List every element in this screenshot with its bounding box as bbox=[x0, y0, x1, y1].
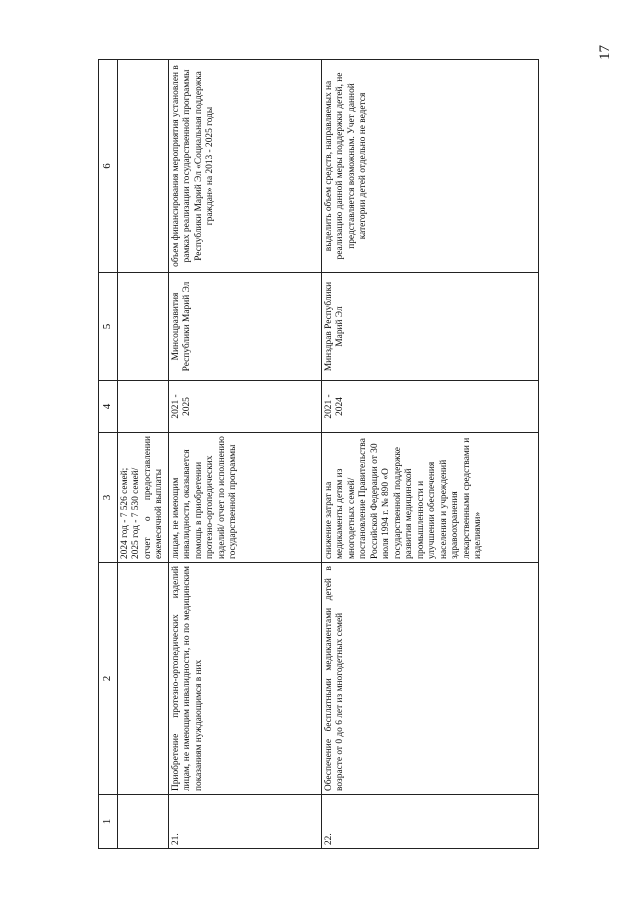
header-col-3: 3 bbox=[99, 433, 118, 563]
row-number: 22. bbox=[321, 795, 538, 849]
page-number: 17 bbox=[597, 45, 613, 60]
executor-cell: Минздрав Республики Марий Эл bbox=[321, 273, 538, 381]
header-col-1: 1 bbox=[99, 795, 118, 849]
note-cell: объем финансирования мероприятия установлен в рамках реализации государственной программы Республики Марий Эл «Социальная поддержка граждан» на 2013 - 2025 годы bbox=[168, 60, 321, 273]
rotated-table-container bbox=[98, 60, 536, 849]
measure-cell: Приобретение протезно-ортопедических изделий лицам, не имеющим инвалидности, но по медицинским показаниям нуждающимся в них bbox=[168, 563, 321, 795]
continuation-result-cell: 2024 год - 7 526 семей; 2025 год - 7 530 семей/ отчет о предоставлении ежемесячной выплаты bbox=[118, 433, 169, 563]
executor-cell: Минсоцразвития Республики Марий Эл bbox=[168, 273, 321, 381]
result-cell: лицам, не имеющим инвалидности, оказывается помощь в приобретении протезно-ортопедических изделий/ отчет по исполнению государственной программы bbox=[168, 433, 321, 563]
measure-cell: Обеспечение бесплатными медикаментами детей в возрасте от 0 до 6 лет из многодетных семей bbox=[321, 563, 538, 795]
measures-table bbox=[98, 59, 539, 849]
note-cell: выделить объем средств, направляемых на реализацию данной меры поддержки детей, не представляется возможным. Учет данной категории детей отдельно не ведется bbox=[321, 60, 538, 273]
result-cell: снижение затрат на медикаменты детям из многодетных семей/ постановление Правительства Российской Федерации от 30 июля 1994 г. № 890 «О государственной поддержке развития медицинской промышленности и улучшении обеспечения населения и учреждений здравоохранения лекарственными средствами и изделиями» bbox=[321, 433, 538, 563]
table-row bbox=[321, 60, 538, 849]
continuation-row bbox=[118, 60, 169, 849]
table-header-row bbox=[99, 60, 118, 849]
header-col-5: 5 bbox=[99, 273, 118, 381]
table-row bbox=[168, 60, 321, 849]
header-col-4: 4 bbox=[99, 381, 118, 433]
header-col-6: 6 bbox=[99, 60, 118, 273]
row-number: 21. bbox=[168, 795, 321, 849]
period-cell: 2021 - 2024 bbox=[321, 381, 538, 433]
period-cell: 2021 - 2025 bbox=[168, 381, 321, 433]
header-col-2: 2 bbox=[99, 563, 118, 795]
